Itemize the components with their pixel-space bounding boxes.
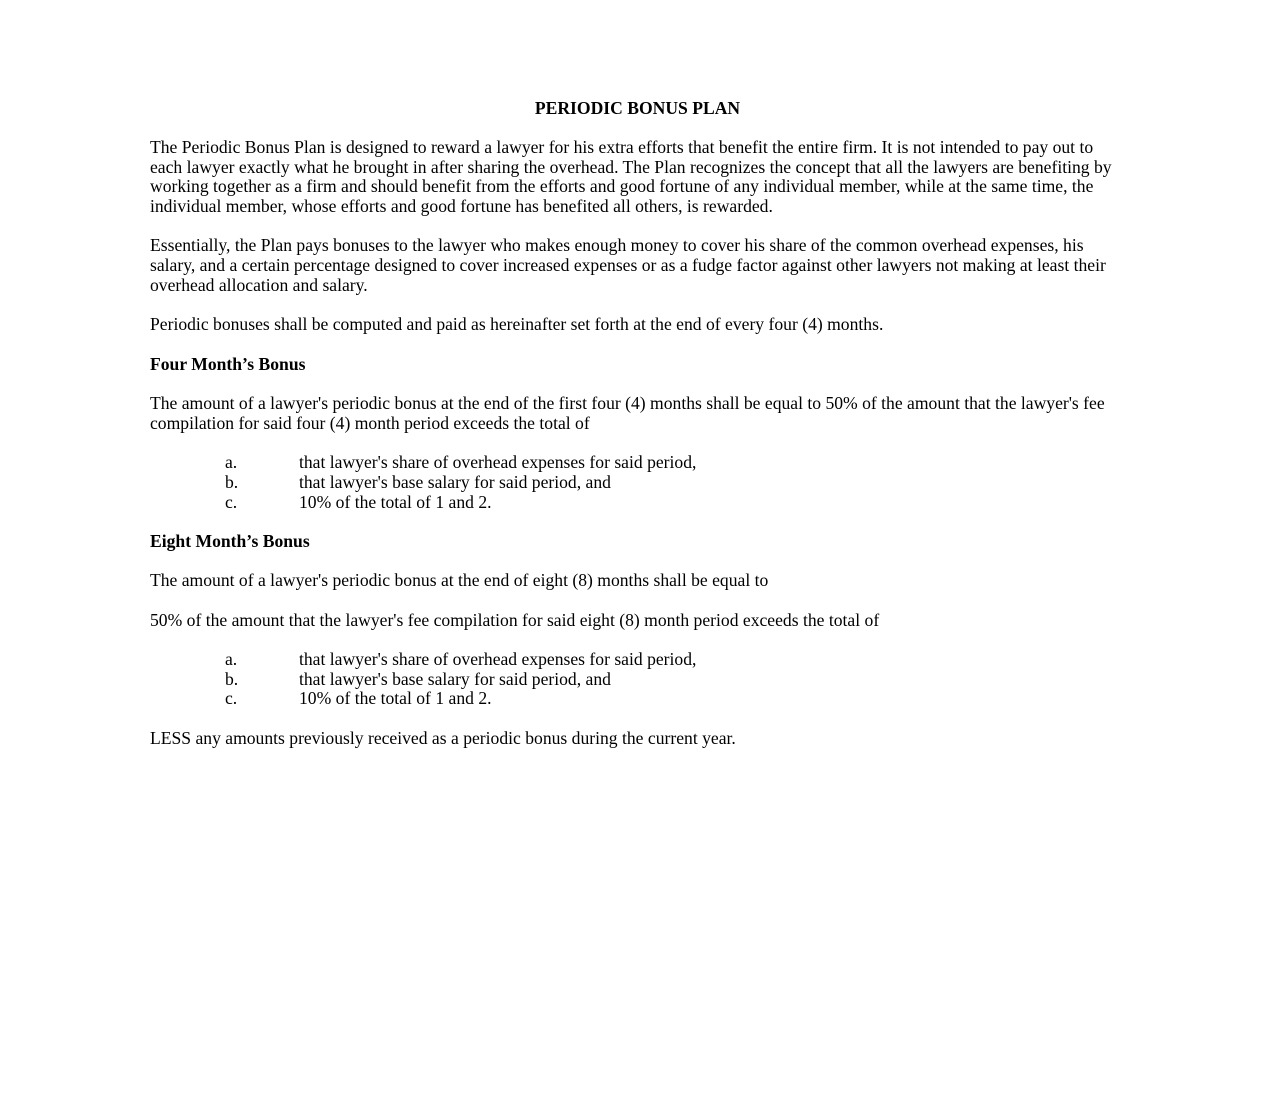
intro-paragraph-1: The Periodic Bonus Plan is designed to reward a lawyer for his extra efforts that benefit the entire firm. It is not intended to pay out to each lawyer exactly what he brought in after sharing the overhead. The Plan recognizes the concept that all the lawyers are benefiting by working together as a firm and should benefit from the efforts and good fortune of any individual member, while at the same time, the individual member, whose efforts and good fortune has benefited all others, is rewarded. <box>150 136 1112 217</box>
list-item-text: 10% of the total of 1 and 2. <box>299 688 492 709</box>
closing-paragraph: LESS any amounts previously received as a periodic bonus during the current year. <box>150 727 736 748</box>
four-month-heading: Four Month’s Bonus <box>150 353 306 374</box>
eight-month-heading: Eight Month’s Bonus <box>150 530 310 551</box>
list-item <box>150 650 1125 670</box>
list-marker: c. <box>225 688 238 709</box>
list-marker: a. <box>225 452 238 473</box>
list-item <box>150 473 1125 493</box>
list-item-text: that lawyer's base salary for said period, and <box>299 471 611 492</box>
list-marker: a. <box>225 648 238 669</box>
list-marker: b. <box>225 668 239 689</box>
list-item <box>150 670 1125 690</box>
list-item-text: that lawyer's base salary for said period, and <box>299 668 611 689</box>
list-item-text: that lawyer's share of overhead expenses for said period, <box>299 452 697 473</box>
eight-month-list <box>150 650 1125 709</box>
intro-paragraph-2: Essentially, the Plan pays bonuses to the lawyer who makes enough money to cover his share of the common overhead expenses, his salary, and a certain percentage designed to cover increased expenses or as a fudge factor against other lawyers not making at least their overhead allocation and salary. <box>150 235 1106 296</box>
list-item <box>150 493 1125 513</box>
list-marker: c. <box>225 491 238 512</box>
list-item-text: that lawyer's share of overhead expenses for said period, <box>299 648 697 669</box>
list-marker: b. <box>225 471 239 492</box>
four-month-list <box>150 453 1125 512</box>
list-item <box>150 453 1125 473</box>
document-page <box>150 99 1125 768</box>
eight-month-paragraph-1: The amount of a lawyer's periodic bonus at the end of eight (8) months shall be equal to <box>150 570 769 591</box>
four-month-paragraph: The amount of a lawyer's periodic bonus at the end of the first four (4) months shall be equal to 50% of the amount that the lawyer's fee compilation for said four (4) month period exceeds the total of <box>150 392 1105 433</box>
list-item-text: 10% of the total of 1 and 2. <box>299 491 492 512</box>
eight-month-paragraph-2: 50% of the amount that the lawyer's fee compilation for said eight (8) month period exceeds the total of <box>150 609 880 630</box>
intro-paragraph-3: Periodic bonuses shall be computed and paid as hereinafter set forth at the end of every four (4) months. <box>150 314 884 335</box>
list-item <box>150 689 1125 709</box>
document-title: PERIODIC BONUS PLAN <box>534 98 741 118</box>
